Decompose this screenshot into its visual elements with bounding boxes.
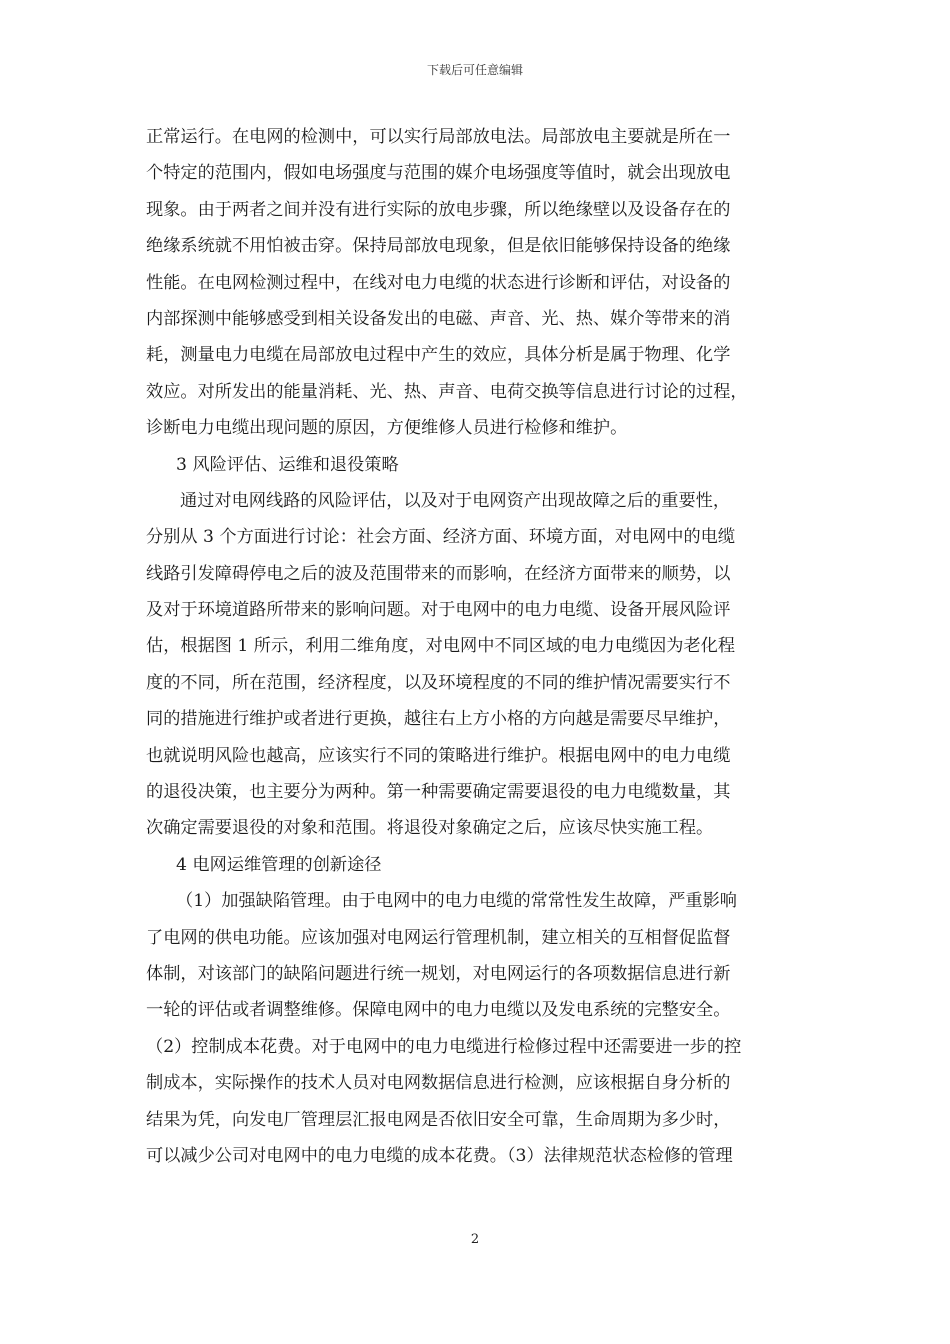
paragraph-line: 可以减少公司对电网中的电力电缆的成本花费。（3）法律规范状态检修的管理 xyxy=(146,1145,733,1166)
paragraph-line: 结果为凭，向发电厂管理层汇报电网是否依旧安全可靠，生命周期为多少时， xyxy=(146,1109,731,1130)
paragraph-line: 诊断电力电缆出现问题的原因，方便维修人员进行检修和维护。 xyxy=(146,418,628,439)
paragraph-line: 现象。由于两者之间并没有进行实际的放电步骤，所以绝缘壁以及设备存在的 xyxy=(146,199,731,220)
paragraph-line: 线路引发障碍停电之后的波及范围带来的而影响，在经济方面带来的顺势，以 xyxy=(146,563,731,584)
paragraph-line: 通过对电网线路的风险评估，以及对于电网资产出现故障之后的重要性， xyxy=(180,490,731,511)
paragraph-line: （1）加强缺陷管理。由于电网中的电力电缆的常常性发生故障，严重影响 xyxy=(176,891,737,912)
paragraph-line: 耗，测量电力电缆在局部放电过程中产生的效应，具体分析是属于物理、化学 xyxy=(146,345,731,366)
paragraph-line: 估，根据图 1 所示，利用二维角度，对电网中不同区域的电力电缆因为老化程 xyxy=(146,636,736,657)
paragraph-line: 分别从 3 个方面进行讨论：社会方面、经济方面、环境方面，对电网中的电缆 xyxy=(146,527,736,548)
section-heading: 4 电网运维管理的创新途径 xyxy=(176,854,382,875)
paragraph-line: 正常运行。在电网的检测中，可以实行局部放电法。局部放电主要就是所在一 xyxy=(146,127,731,147)
paragraph-line: 体制，对该部门的缺陷问题进行统一规划，对电网运行的各项数据信息进行新 xyxy=(146,963,731,984)
page-header: 下载后可任意编辑 xyxy=(426,63,523,77)
paragraph-line: 也就说明风险也越高，应该实行不同的策略进行维护。根据电网中的电力电缆 xyxy=(146,745,731,766)
paragraph-line: 效应。对所发出的能量消耗、光、热、声音、电荷交换等信息进行讨论的过程， xyxy=(146,381,748,402)
paragraph-line: （2）控制成本花费。对于电网中的电力电缆进行检修过程中还需要进一步的控 xyxy=(146,1036,742,1057)
paragraph-line: 内部探测中能够感受到相关设备发出的电磁、声音、光、热、媒介等带来的消 xyxy=(146,308,731,329)
paragraph-line: 一轮的评估或者调整维修。保障电网中的电力电缆以及发电系统的完整安全。 xyxy=(146,1000,731,1021)
paragraph-line: 制成本，实际操作的技术人员对电网数据信息进行检测，应该根据自身分析的 xyxy=(146,1073,731,1094)
paragraph-line: 及对于环境道路所带来的影响问题。对于电网中的电力电缆、设备开展风险评 xyxy=(146,600,731,621)
page-number: 2 xyxy=(470,1232,480,1247)
paragraph-line: 度的不同，所在范围，经济程度，以及环境程度的不同的维护情况需要实行不 xyxy=(146,672,731,693)
section-heading: 3 风险评估、运维和退役策略 xyxy=(176,454,399,475)
document-body xyxy=(146,119,824,1174)
paragraph-line: 次确定需要退役的对象和范围。将退役对象确定之后，应该尽快实施工程。 xyxy=(146,818,714,839)
paragraph-line: 个特定的范围内，假如电场强度与范围的媒介电场强度等值时，就会出现放电 xyxy=(146,163,731,184)
paragraph-line: 的退役决策，也主要分为两种。第一种需要确定需要退役的电力电缆数量，其 xyxy=(146,782,731,803)
paragraph-line: 了电网的供电功能。应该加强对电网运行管理机制，建立相关的互相督促监督 xyxy=(146,927,731,948)
paragraph-line: 性能。在电网检测过程中，在线对电力电缆的状态进行诊断和评估，对设备的 xyxy=(146,272,731,293)
paragraph-line: 同的措施进行维护或者进行更换，越往右上方小格的方向越是需要尽早维护， xyxy=(146,709,731,730)
paragraph-line: 绝缘系统就不用怕被击穿。保持局部放电现象，但是依旧能够保持设备的绝缘 xyxy=(146,236,731,257)
